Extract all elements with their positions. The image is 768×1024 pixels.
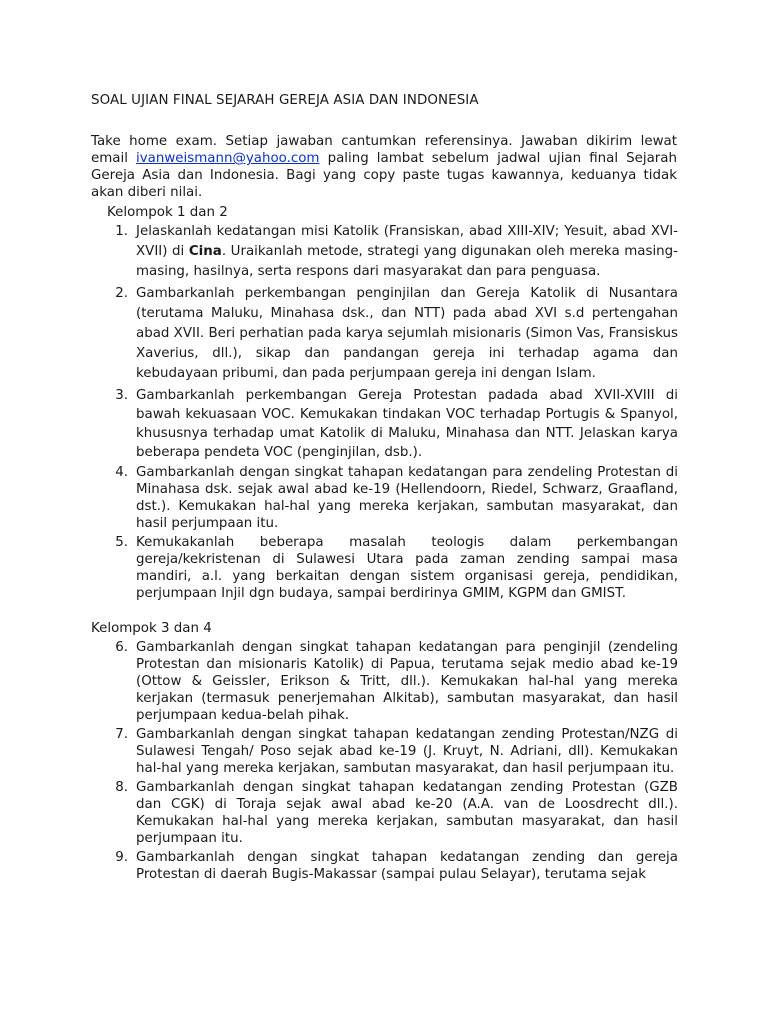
group-heading-3-4: Kelompok 3 dan 4	[91, 621, 212, 636]
question-item	[108, 639, 678, 724]
question-number: 8.	[115, 780, 128, 795]
question-item	[108, 849, 678, 883]
question-text: Gambarkanlah dengan singkat tahapan kedatangan zending Protestan/NZG di Sulawesi Tengah/ Poso sejak abad ke-19 (J. Kruyt, N. Adriani, dll). Kemukakan hal-hal yang mereka kerjakan, sambutan masyarakat, dan hasil perjumpaan itu.	[136, 727, 678, 776]
question-number: 6.	[115, 640, 128, 655]
question-text: Gambarkanlah perkembangan Gereja Protestan padada abad XVII-XVIII di bawah kekuasaan VOC. Kemukakan tindakan VOC terhadap Portugis & Spanyol, khususnya terhadap umat Katolik di Maluku, Minahasa dan NTT. Jelaskan karya beberapa pendeta VOC (penginjilan, dsb.).	[136, 388, 678, 460]
question-item	[108, 464, 678, 532]
question-text: Gambarkanlah dengan singkat tahapan kedatangan zending dan gereja Protestan di daerah Bugis-Makassar (sampai pulau Selayar), terutama sejak	[136, 850, 678, 882]
question-number: 2.	[115, 286, 128, 301]
exam-instructions	[91, 133, 677, 201]
question-number: 9.	[115, 850, 128, 865]
question-text: Kemukakanlah beberapa masalah teologis dalam perkembangan gereja/kekristenan di Sulawesi Utara pada zaman zending sampai masa mandiri, a.l. yang berkaitan dengan sistem organisasi gereja, pendidikan, perjumpaan Injil dgn budaya, sampai berdirinya GMIM, KGPM dan GMIST.	[136, 535, 678, 601]
instructions-text-1: Take home exam. Setiap jawaban cantumkan referensinya. Jawaban dikirim lewat email	[91, 134, 677, 166]
question-number: 3.	[115, 388, 128, 403]
question-text: Gambarkanlah dengan singkat tahapan kedatangan para penginjil (zendeling Protestan dan misionaris Katolik) di Papua, terutama sejak medio abad ke-19 (Ottow & Geissler, Erikson & Tritt, dll.). Kemukakan hal-hal yang mereka kerjakan (termasuk penerjemahan Alkitab), sambutan masyarakat, dan hasil perjumpaan kedua-belah pihak.	[136, 640, 678, 723]
question-text: Gambarkanlah dengan singkat tahapan kedatangan zending Protestan (GZB dan CGK) di Toraja sejak awal abad ke-20 (A.A. van de Loosdrecht dll.). Kemukakan hal-hal yang mereka kerjakan, sambutan masyarakat, dan hasil perjumpaan itu.	[136, 780, 678, 846]
question-item	[108, 386, 678, 462]
question-text: Gambarkanlah dengan singkat tahapan kedatangan para zendeling Protestan di Minahasa dsk. sejak awal abad ke-19 (Hellendoorn, Riedel, Schwarz, Graafland, dst.). Kemukakan hal-hal yang mereka kerjakan, sambutan masyarakat, dan hasil perjumpaan itu.	[136, 465, 678, 531]
question-text: Gambarkanlah perkembangan penginjilan dan Gereja Katolik di Nusantara (terutama Maluku, Minahasa dsk., dan NTT) pada abad XVI s.d pertengahan abad XVII. Beri perhatian pada karya sejumlah misionaris (Simon Vas, Fransiskus Xaverius, dll.), sikap dan pandangan gereja ini terhadap agama dan kebudayaan pribumi, dan pada perjumpaan gereja ini dengan Islam.	[136, 286, 678, 381]
group-heading-1-2: Kelompok 1 dan 2	[107, 205, 228, 220]
question-list-group-1	[108, 222, 678, 604]
question-item	[108, 534, 678, 602]
question-item	[108, 779, 678, 847]
instructions-text-2: paling lambat sebelum jadwal ujian final Sejarah Gereja Asia dan Indonesia. Bagi yang copy paste tugas kawannya, keduanya tidak akan diberi nilai.	[91, 151, 677, 200]
question-number: 7.	[115, 727, 128, 742]
question-number: 5.	[115, 535, 128, 550]
question-item	[108, 222, 678, 282]
question-number: 1.	[115, 224, 128, 239]
question-bold-term: Cina	[188, 244, 222, 259]
question-number: 4.	[115, 465, 128, 480]
question-item	[108, 726, 678, 777]
question-text-cont: . Uraikanlah metode, strategi yang digunakan oleh mereka masing-masing, hasilnya, serta respons dari masyarakat dan para penguasa.	[136, 244, 678, 279]
document-title: SOAL UJIAN FINAL SEJARAH GEREJA ASIA DAN INDONESIA	[91, 93, 479, 108]
email-link[interactable]: ivanweismann@yahoo.com	[136, 151, 320, 166]
question-text: Jelaskanlah kedatangan misi Katolik (Fransiskan, abad XIII-XIV; Yesuit, abad XVI-XVII) di	[136, 224, 678, 259]
question-item	[108, 284, 678, 384]
question-list-group-2	[108, 639, 678, 885]
